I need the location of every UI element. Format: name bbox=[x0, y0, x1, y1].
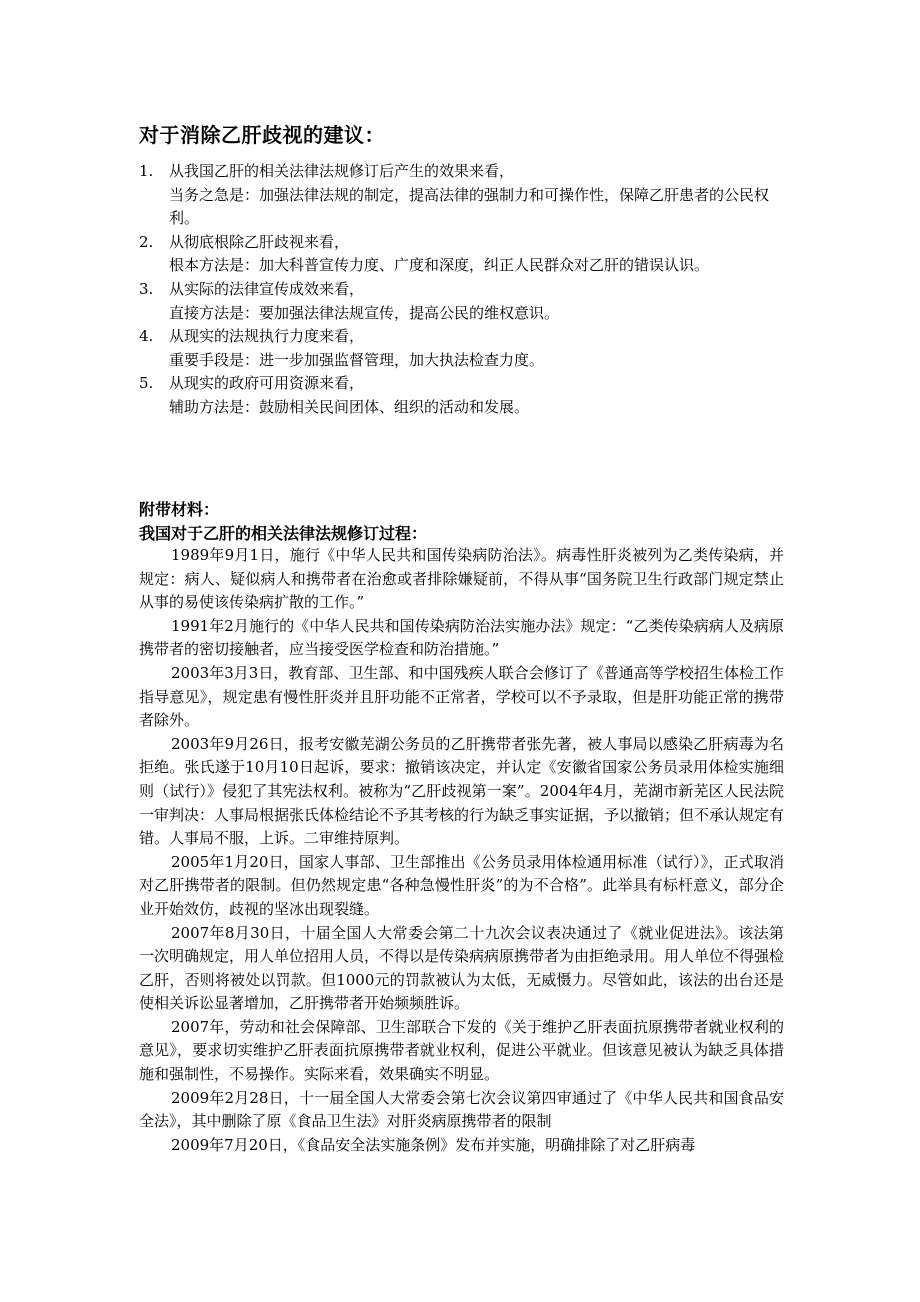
list-item bbox=[139, 160, 789, 231]
list-item-number: 5. bbox=[139, 374, 154, 393]
history-paragraph: 2005年1月20日，国家人事部、卫生部推出《公务员录用体检通用标准（试行）》，正式取消对乙肝携带者的限制。但仍然规定患“各种急慢性肝炎”的为不合格”。此举具有标杆意义，部分企业开始效仿，歧视的坚冰出现裂缝。 bbox=[139, 852, 784, 918]
history-paragraph: 1991年2月施行的《中华人民共和国传染病防治法实施办法》规定：“乙类传染病病人及病原携带者的密切接触者，应当接受医学检查和防治措施。” bbox=[139, 616, 784, 659]
history-paragraph: 2003年3月3日，教育部、卫生部、和中国残疾人联合会修订了《普通高等学校招生体检工作指导意见》，规定患有慢性肝炎并且肝功能不正常者，学校可以不予录取，但是肝功能正常的携带者除外。 bbox=[139, 663, 784, 730]
list-item bbox=[139, 278, 789, 325]
suggestion-list bbox=[139, 160, 789, 420]
history-paragraph: 2003年9月26日，报考安徽芜湖公务员的乙肝携带者张先著，被人事局以感染乙肝病毒为名拒绝。张氏遂于10月10日起诉，要求：撤销该决定，并认定《安徽省国家公务员录用体检实施细则（试行）》侵犯了其宪法权利。被称为“乙肝歧视第一案”。2004年4月，芜湖市新芜区人民法院一审判决：人事局根据张氏体检结论不予其考核的行为缺乏事实证据，予以撤销；但不承认规定有错。人事局不服，上诉。二审维持原判。 bbox=[139, 734, 785, 848]
list-item-method: 辅助方法是：鼓励相关民间团体、组织的活动和发展。 bbox=[169, 397, 530, 416]
list-item-premise: 从我国乙肝的相关法律法规修订后产生的效果来看， bbox=[169, 162, 515, 180]
history-body bbox=[139, 544, 784, 1157]
history-paragraph: 2009年7月20日，《食品安全法实施条例》发布并实施，明确排除了对乙肝病毒 bbox=[171, 1135, 696, 1154]
page-title: 对于消除乙肝歧视的建议： bbox=[139, 123, 385, 147]
list-item-premise: 从现实的法规执行力度来看， bbox=[169, 327, 365, 346]
list-item bbox=[139, 231, 789, 278]
list-item-method: 重要手段是：进一步加强监督管理，加大执法检查力度。 bbox=[169, 350, 545, 369]
list-item-premise: 从彻底根除乙肝歧视来看， bbox=[169, 232, 350, 251]
history-title: 我国对于乙肝的相关法律法规修订过程： bbox=[139, 524, 428, 543]
history-paragraph: 2009年2月28日，十一届全国人大常委会第七次会议第四审通过了《中华人民共和国食品安全法》，其中删除了原《食品卫生法》对肝炎病原携带者的限制 bbox=[139, 1088, 784, 1131]
history-paragraph: 1989年9月1日，施行《中华人民共和国传染病防治法》。病毒性肝炎被列为乙类传染病，并规定：病人、疑似病人和携带者在治愈或者排除嫌疑前，不得从事“国务院卫生行政部门规定禁止从事的易使该传染病扩散的工作。” bbox=[139, 546, 784, 612]
list-item-number: 3. bbox=[139, 279, 154, 298]
list-item bbox=[139, 325, 789, 372]
history-paragraph: 2007年8月30日，十届全国人大常委会第二十九次会议表决通过了《就业促进法》。该法第一次明确规定，用人单位招用人员，不得以是传染病病原携带者为由拒绝录用。用人单位不得强检乙肝，否则将被处以罚款。但1000元的罚款被认为太低，无威慑力。尽管如此，该法的出台还是使相关诉讼显著增加，乙肝携带者开始频频胜诉。 bbox=[139, 923, 785, 1013]
list-item-method: 直接方法是：要加强法律法规宣传，提高公民的维权意识。 bbox=[169, 303, 560, 322]
list-item-premise: 从现实的政府可用资源来看， bbox=[169, 374, 365, 393]
history-paragraph: 2007年，劳动和社会保障部、卫生部联合下发的《关于维护乙肝表面抗原携带者就业权利的意见》，要求切实维护乙肝表面抗原携带者就业权利，促进公平就业。但该意见被认为缺乏具体措施和强制性，不易操作。实际来看，效果确实不明显。 bbox=[139, 1017, 784, 1084]
list-item bbox=[139, 372, 789, 419]
list-item-number: 2. bbox=[139, 232, 154, 251]
list-item-premise: 从实际的法律宣传成效来看， bbox=[169, 279, 365, 298]
list-item-number: 1. bbox=[139, 162, 154, 180]
list-item-number: 4. bbox=[139, 327, 154, 346]
appendix-label: 附带材料： bbox=[139, 500, 220, 519]
list-item-method: 当务之急是：加强法律法规的制定，提高法律的强制力和可操作性，保障乙肝患者的公民权利。 bbox=[169, 185, 770, 228]
list-item-method: 根本方法是：加大科普宣传力度、广度和深度，纠正人民群众对乙肝的错误认识。 bbox=[169, 256, 710, 275]
